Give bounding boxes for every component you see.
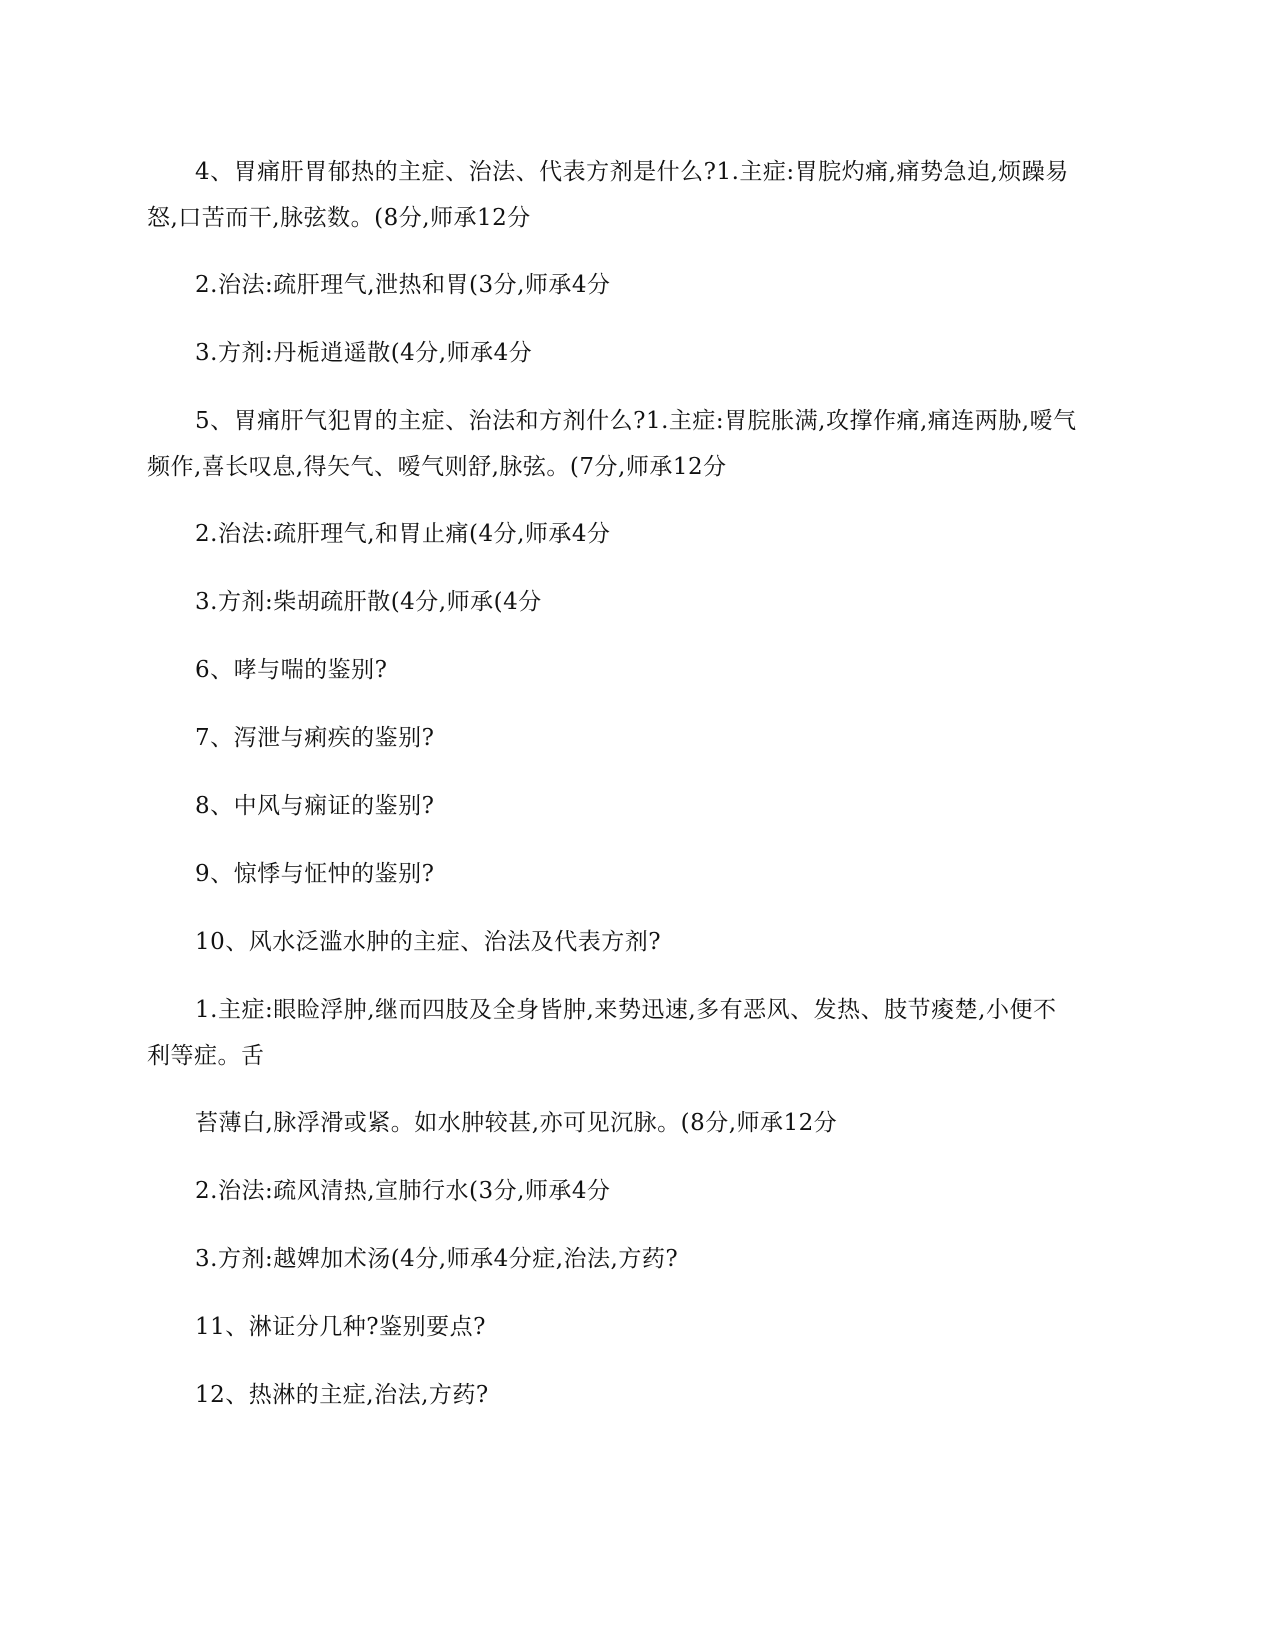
paragraph-q11 [147,1304,1115,1350]
paragraph-q12 [147,1372,1115,1418]
text-line: 6、哮与喘的鉴别? [195,657,388,683]
text-line: 2.治法:疏肝理气,泄热和胃(3分,师承4分 [195,272,611,298]
text-line: 苔薄白,脉浮滑或紧。如水肿较甚,亦可见沉脉。(8分,师承12分 [195,1110,838,1136]
paragraph-q4-symptoms [147,149,1115,241]
text-line: 11、淋证分几种?鉴别要点? [195,1314,486,1340]
paragraph-q10 [147,919,1115,965]
text-line: 7、泻泄与痢疾的鉴别? [195,725,435,751]
paragraph-q10-tongue [147,1100,1115,1146]
paragraph-q4-prescription [147,330,1115,376]
text-line: 8、中风与痫证的鉴别? [195,793,435,819]
paragraph-q6 [147,647,1115,693]
paragraph-q7 [147,715,1115,761]
paragraph-q5-symptoms [147,398,1115,490]
paragraph-q4-treatment [147,262,1115,308]
text-line: 1.主症:眼睑浮肿,继而四肢及全身皆肿,来势迅速,多有恶风、发热、肢节痠楚,小便不 [195,997,1057,1023]
paragraph-q9 [147,851,1115,897]
text-line: 4、胃痛肝胃郁热的主症、治法、代表方剂是什么?1.主症:胃脘灼痛,痛势急迫,烦躁易 [195,159,1069,185]
text-line: 2.治法:疏风清热,宣肺行水(3分,师承4分 [195,1178,611,1204]
text-line: 10、风水泛滥水肿的主症、治法及代表方剂? [195,929,662,955]
text-line: 3.方剂:丹栀逍遥散(4分,师承4分 [195,340,533,366]
text-line: 频作,喜长叹息,得矢气、嗳气则舒,脉弦。(7分,师承12分 [147,454,727,480]
text-line: 5、胃痛肝气犯胃的主症、治法和方剂什么?1.主症:胃脘胀满,攻撑作痛,痛连两胁,嗳气 [195,408,1077,434]
paragraph-q10-symptoms [147,987,1115,1079]
text-line: 怒,口苦而干,脉弦数。(8分,师承12分 [147,205,531,231]
text-line: 利等症。舌 [147,1043,265,1069]
text-line: 9、惊悸与怔忡的鉴别? [195,861,435,887]
paragraph-q10-treatment [147,1168,1115,1214]
paragraph-q5-treatment [147,511,1115,557]
text-line: 2.治法:疏肝理气,和胃止痛(4分,师承4分 [195,521,611,547]
paragraph-q10-prescription [147,1236,1115,1282]
paragraph-q8 [147,783,1115,829]
paragraph-q5-prescription [147,579,1115,625]
text-line: 12、热淋的主症,治法,方药? [195,1382,489,1408]
text-line: 3.方剂:越婢加术汤(4分,师承4分症,治法,方药? [195,1246,679,1272]
text-line: 3.方剂:柴胡疏肝散(4分,师承(4分 [195,589,542,615]
